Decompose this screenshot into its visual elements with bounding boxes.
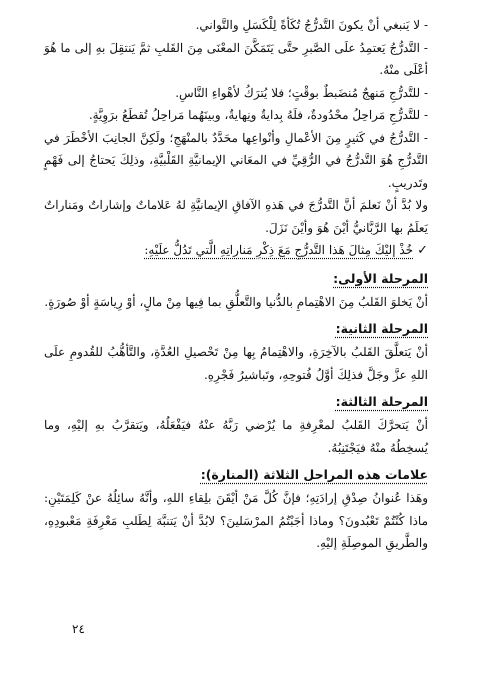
page-content — [44, 14, 428, 555]
stage-2-title: المرحلة الثانية: — [335, 321, 428, 336]
page-number: ٢٤ — [72, 622, 85, 636]
stage-1-title: المرحلة الأولى: — [333, 270, 428, 286]
stage-1-text: أنْ يَخلوَ القَلبُ مِنَ الاهْتِمامِ بالدُّنيا والتَّعلُّقِ بما فِيها مِنْ مالٍ، أوْ رِياسَةٍ أوْ صُورَةٍ. — [44, 294, 428, 309]
example-intro-text: خُذْ إليْكَ مِثالَ هَذا التَّدرُّجِ مَعَ ذِكْرِ مَناراتِهِ الَّتي تَدُلُّ علَيْهِ: — [144, 243, 414, 257]
signs-title: علامات هذه المراحل الثلاثة (المنارة): — [200, 467, 428, 482]
stage-3-title: المرحلة الثالثة: — [335, 394, 428, 409]
bullet-line: - التَّدرُّجُ في كَثيرٍ مِنَ الأعْمالِ وأنْواعِها محَدَّدٌ بالمنْهَجِ؛ ولَكِنَّ الجانِبَ الأخْطَرَ في التَّدرُّجِ هُوَ التَّدرُّجُ في الرُّقِيِّ في المعَاني الإيمانيَّةِ القَلْبيَّةِ، وذلِكَ يَحتاجُ إلى فَهْمٍ وتَدريبٍ. — [44, 130, 428, 190]
note-paragraph: ولا بُدَّ أنْ نَعلمَ أنَّ التَّدرُّجَ في هَذهِ الآفاقِ الإيمانيَّةِ لهُ عَلاماتٌ وإشاراتٌ ومَناراتٌ يَعلَمُ بها الرَّبَّانيُّ أيْنَ هُوَ وأيْنَ نَزَلَ. — [44, 198, 428, 235]
example-intro — [44, 239, 428, 263]
bullet-line: - التَّدرُّجُ يَعتمِدُ علَى الصَّبرِ حتَّى يَتَمَكَّنَ المعْنَى مِنَ القَلبِ ثمَّ يَنتقِلَ بهِ إلى ما هُوَ أعْلَى منْهُ. — [44, 40, 428, 77]
bullet-line: - للتَّدرُّجِ مَراحِلُ محْدُودةٌ، فلَهُ بِدايةٌ ونِهايةٌ، وبينَهُما مَراحِلُ تُقطَعُ برَوِيَّةٍ. — [88, 108, 428, 122]
checkmark-icon: ✓ — [417, 243, 428, 258]
signs-text: وهَذا عُنوانُ صِدْقِ إرادَتِهِ؛ فإنَّ كُلَّ مَنْ أيْقَنَ بلِقاءِ اللهِ، وأنَّهُ سائِلُهُ عنْ كَلِمَتَيْنِ: ماذا كُنْتُمْ تَعْبُدونَ؟ وماذا أجَبْتُمُ المرْسَلينَ؟ لابُدَّ أنْ يَتنبَّهَ لِطَلبِ مَعْرِفَةِ مَعْبودِهِ، والطَّريقِ الموصِلَةِ إليْهِ. — [44, 491, 428, 550]
bullet-line: - للتَّدرُّجِ مَنهجٌ مُنضَبطٌ بوقْتٍ؛ فلا يُترَكُ لأهْواءِ النَّاسِ. — [175, 85, 428, 100]
stage-2-text: أنْ يَتعلَّقَ القَلبُ بالآخِرَةِ، والاهْتِمامُ بِها مِنْ تَحْصيلِ العُدَّةِ، والتَّأهُّبُ للقُدومِ علَى اللهِ عزَّ وجَلَّ فذلِكَ أوَّلُ فُتوحِهِ، وتَباشيرُ فَجْرِهِ. — [44, 345, 428, 382]
bullet-line: - لا يَنبغي أنْ يكونَ التَّدرُّجُ تُكَأةً لِلْكَسَلِ والتَّواني. — [195, 18, 428, 32]
stage-3-text: أنْ يَتحرَّكَ القَلبُ لمعْرِفةِ ما يُرْضي رَبَّهُ عنْهُ فيَفْعَلُهُ، ويَتقرَّبُ بهِ إليْهِ، وما يُسخِطُهُ منْهُ فيَجْتَنِبُهُ. — [44, 418, 428, 455]
